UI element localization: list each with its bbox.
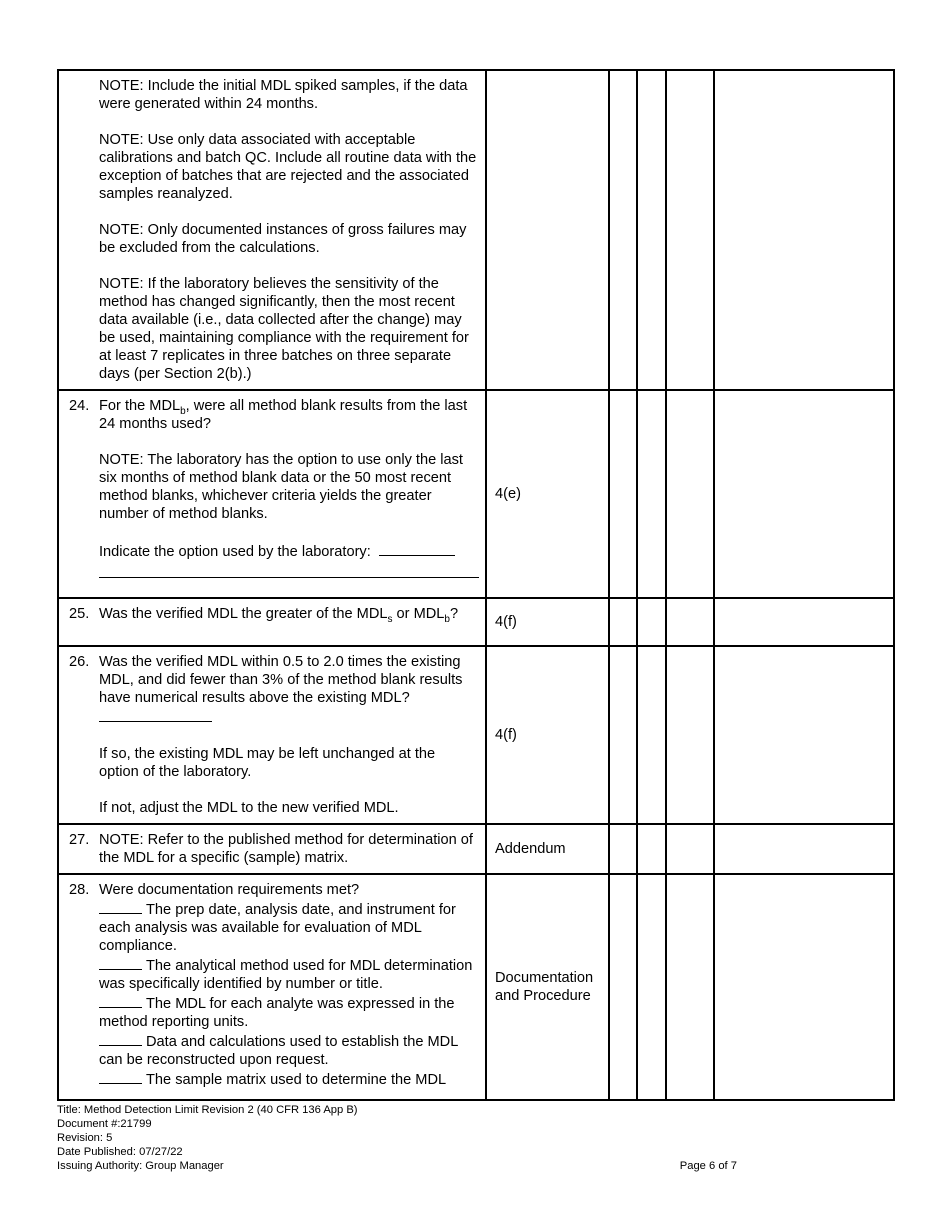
footer-document: Document #:21799 <box>57 1118 152 1130</box>
reference-cell: 4(f) <box>486 646 609 824</box>
table-row <box>58 824 894 874</box>
question-text: Was the verified MDL within 0.5 to 2.0 times the existing MDL, and did fewer than 3% of the method blank results have numerical results above the existing MDL? <box>99 653 478 727</box>
item-cell <box>58 646 486 824</box>
note-text: NOTE: Use only data associated with acceptable calibrations and batch QC. Include all routine data with the exception of batches that are rejected and the associated samples reanalyzed. <box>99 132 477 202</box>
yes-cell[interactable] <box>609 874 637 1100</box>
yes-cell[interactable] <box>609 646 637 824</box>
footer-revision: Revision: 5 <box>57 1132 113 1144</box>
reference-cell <box>486 70 609 390</box>
item-number: 26. <box>69 654 90 670</box>
instruction-text: If not, adjust the MDL to the new verified MDL. <box>99 800 399 816</box>
item-cell <box>58 70 486 390</box>
na-cell[interactable] <box>666 390 714 598</box>
no-cell[interactable] <box>637 390 666 598</box>
na-cell[interactable] <box>666 598 714 646</box>
no-cell[interactable] <box>637 874 666 1100</box>
checkbox-blank[interactable] <box>99 1031 142 1046</box>
checkbox-blank[interactable] <box>99 1069 142 1084</box>
table-row <box>58 874 894 1100</box>
option-blank[interactable] <box>379 541 455 556</box>
reference-cell: 4(e) <box>486 390 609 598</box>
doc-requirement: The prep date, analysis date, and instrument for each analysis was available for evaluation of MDL compliance. <box>99 899 478 955</box>
footer-authority: Issuing Authority: Group Manager <box>57 1160 224 1172</box>
table-row <box>58 70 894 390</box>
no-cell[interactable] <box>637 598 666 646</box>
table-row <box>58 646 894 824</box>
doc-requirement: The MDL for each analyte was expressed in the method reporting units. <box>99 993 478 1031</box>
comments-cell[interactable] <box>714 598 894 646</box>
na-cell[interactable] <box>666 646 714 824</box>
yes-cell[interactable] <box>609 70 637 390</box>
yes-cell[interactable] <box>609 824 637 874</box>
checkbox-blank[interactable] <box>99 899 142 914</box>
item-cell <box>58 824 486 874</box>
reference-cell: Addendum <box>486 824 609 874</box>
option-blank-line[interactable] <box>99 563 479 578</box>
na-cell[interactable] <box>666 70 714 390</box>
doc-requirement: The sample matrix used to determine the MDL <box>99 1069 478 1089</box>
item-cell <box>58 598 486 646</box>
page-number: Page 6 of 7 <box>679 1160 737 1172</box>
question-text: Was the verified MDL the greater of the $MDL_s$ or $MDL_b$? <box>99 606 459 625</box>
comments-cell[interactable] <box>714 824 894 874</box>
na-cell[interactable] <box>666 874 714 1100</box>
comments-cell[interactable] <box>714 390 894 598</box>
doc-requirement: The analytical method used for MDL determination was specifically identified by number or title. <box>99 955 478 993</box>
no-cell[interactable] <box>637 646 666 824</box>
checkbox-blank[interactable] <box>99 993 142 1008</box>
reference-cell: 4(f) <box>486 598 609 646</box>
na-cell[interactable] <box>666 824 714 874</box>
note-text: NOTE: The laboratory has the option to use only the last six months of method blank data or the 50 most recent method blanks, whichever criteria yields the greater number of method blanks. <box>99 452 463 522</box>
item-number: 28. <box>69 882 90 898</box>
yes-cell[interactable] <box>609 390 637 598</box>
question-text: Were documentation requirements met? <box>99 882 360 898</box>
note-text: NOTE: Only documented instances of gross failures may be excluded from the calculations. <box>99 222 467 256</box>
reference-line: Documentation <box>495 970 594 986</box>
checkbox-blank[interactable] <box>99 955 142 970</box>
item-number: 24. <box>69 398 90 414</box>
item-number: 27. <box>69 832 90 848</box>
note-text: NOTE: If the laboratory believes the sensitivity of the method has changed significantly, then the most recent data available (i.e., data collected after the change) may be used, maintaining compliance with the requirement for at least 7 replicates in three batches on three separate days (per Section 2(b).) <box>99 276 469 382</box>
page-footer <box>57 1103 737 1173</box>
comments-cell[interactable] <box>714 70 894 390</box>
yes-cell[interactable] <box>609 598 637 646</box>
indicate-text: Indicate the option used by the laboratory: <box>99 541 478 561</box>
reference-line: and Procedure <box>495 988 591 1004</box>
item-cell <box>58 874 486 1100</box>
footer-date: Date Published: 07/27/22 <box>57 1146 183 1158</box>
item-cell <box>58 390 486 598</box>
table-row <box>58 390 894 598</box>
checklist-table <box>57 69 895 1101</box>
doc-requirement: Data and calculations used to establish the MDL can be reconstructed upon request. <box>99 1031 478 1069</box>
instruction-text: If so, the existing MDL may be left unchanged at the option of the laboratory. <box>99 746 436 780</box>
comments-cell[interactable] <box>714 874 894 1100</box>
question-text: NOTE: Refer to the published method for determination of the MDL for a specific (sample) matrix. <box>99 832 473 866</box>
comments-cell[interactable] <box>714 646 894 824</box>
table-row <box>58 598 894 646</box>
note-text: NOTE: Include the initial MDL spiked samples, if the data were generated within 24 months. <box>99 78 468 112</box>
answer-blank[interactable] <box>99 707 212 722</box>
reference-cell <box>486 874 609 1100</box>
no-cell[interactable] <box>637 824 666 874</box>
footer-title: Title: Method Detection Limit Revision 2 (40 CFR 136 App B) <box>57 1104 358 1116</box>
question-text: For the $MDL_b$, were all method blank results from the last 24 months used? <box>99 398 468 432</box>
no-cell[interactable] <box>637 70 666 390</box>
item-number: 25. <box>69 606 90 622</box>
